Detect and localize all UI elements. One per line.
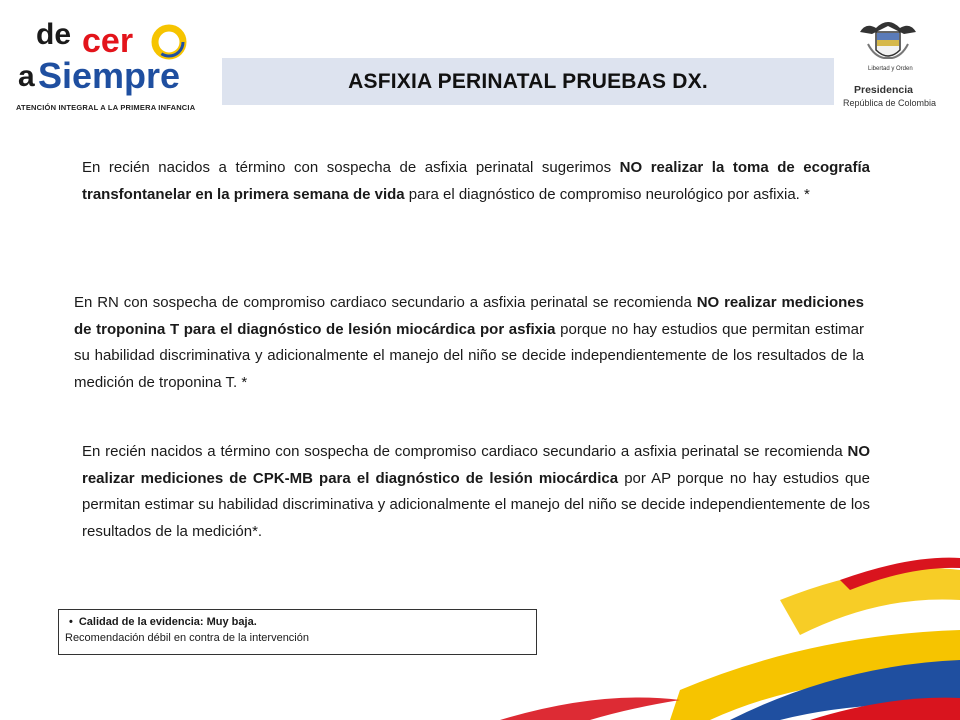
- paragraph-bold-text: NO realizar mediciones de CPK-MB para el diagnóstico de lesión miocárdica: [82, 443, 870, 487]
- evidence-quality: • Calidad de la evidencia: Muy baja.: [65, 614, 530, 630]
- page-title: ASFIXIA PERINATAL PRUEBAS DX.: [348, 69, 708, 93]
- title-bar: [222, 58, 834, 105]
- paragraph-text: porque no hay estudios que permitan estimar su habilidad discriminativa y adicionalmente el manejo del niño se decide independientemente de los resultados de la medición de troponina T. *: [74, 320, 865, 391]
- seal-subtitle: República de Colombia: [843, 98, 937, 108]
- logo-graphic: [14, 14, 214, 104]
- evidence-box: [58, 609, 537, 655]
- paragraph-text: En RN con sospecha de compromiso cardiaco secundario a asfixia perinatal se recomienda: [74, 294, 697, 311]
- logo-word-cer: cer: [82, 22, 134, 60]
- recommendation-paragraph-3: [82, 439, 870, 545]
- recommendation-paragraph-1: [82, 155, 870, 208]
- paragraph-bold-text: NO realizar la toma de ecografía transfontanelar en la primera semana de vida: [82, 159, 870, 203]
- logo-word-a: a: [18, 60, 35, 93]
- paragraph-text: En recién nacidos a término con sospecha de compromiso cardiaco secundario a asfixia perinatal se recomienda: [82, 443, 848, 460]
- paragraph-text: por AP porque no hay estudios que permitan estimar su habilidad discriminativa y adicionalmente el manejo del niño se decide independientemente de los resultados de la medición*.: [82, 469, 870, 540]
- evidence-recommendation: Recomendación débil en contra de la intervención: [65, 632, 309, 644]
- coat-of-arms-icon: [838, 14, 948, 70]
- flag-wave-decoration: [480, 540, 960, 720]
- seal-motto: Libertad y Orden: [868, 66, 913, 72]
- presidencia-seal: [838, 14, 948, 114]
- paragraph-text: En recién nacidos a término con sospecha de asfixia perinatal sugerimos: [82, 159, 620, 176]
- paragraph-bold-text: NO realizar mediciones de troponina T para el diagnóstico de lesión miocárdica por asfixia: [74, 294, 864, 338]
- recommendation-paragraph-2: [74, 290, 864, 396]
- logo-word-siempre: Siempre: [38, 55, 181, 96]
- paragraph-text: para el diagnóstico de compromiso neurológico por asfixia. *: [404, 185, 810, 203]
- logo-tagline: ATENCIÓN INTEGRAL A LA PRIMERA INFANCIA: [16, 103, 196, 112]
- seal-name: Presidencia: [854, 84, 913, 96]
- de-cero-a-siempre-logo: [14, 14, 214, 124]
- logo-word-de: de: [36, 18, 72, 51]
